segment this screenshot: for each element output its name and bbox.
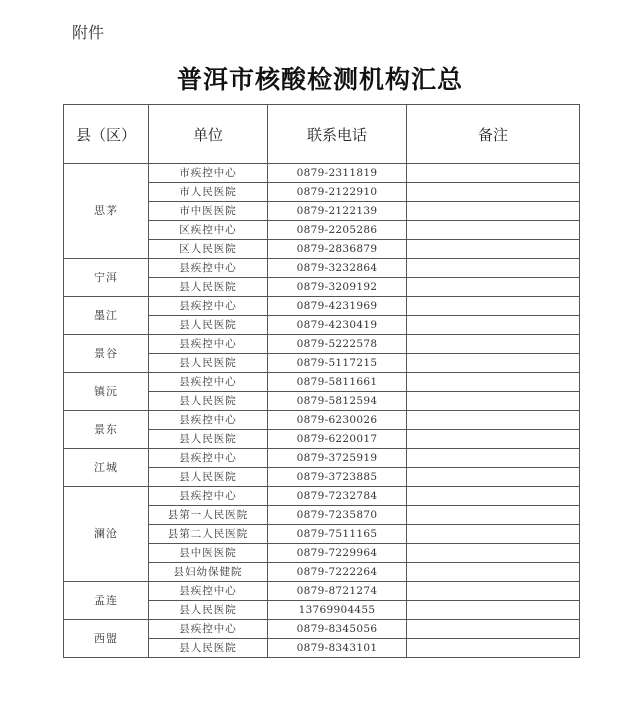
phone-cell: 0879-2122910 (268, 183, 407, 202)
note-cell (407, 411, 580, 430)
unit-cell: 县第二人民医院 (149, 525, 268, 544)
table-row (64, 297, 580, 316)
county-cell: 镇沅 (64, 373, 149, 411)
phone-cell: 0879-8345056 (268, 620, 407, 639)
phone-cell: 0879-8721274 (268, 582, 407, 601)
phone-cell: 0879-5222578 (268, 335, 407, 354)
phone-cell: 0879-4230419 (268, 316, 407, 335)
unit-cell: 县疾控中心 (149, 373, 268, 392)
unit-cell: 区人民医院 (149, 240, 268, 259)
table-row (64, 487, 580, 506)
table-row (64, 620, 580, 639)
document-title: 普洱市核酸检测机构汇总 (176, 65, 463, 94)
county-cell: 西盟 (64, 620, 149, 658)
note-cell (407, 335, 580, 354)
attachment-label: 附件 (72, 23, 105, 42)
note-cell (407, 392, 580, 411)
county-cell: 澜沧 (64, 487, 149, 582)
table-row (64, 449, 580, 468)
note-cell (407, 354, 580, 373)
unit-cell: 区疾控中心 (149, 221, 268, 240)
unit-cell: 县人民医院 (149, 639, 268, 658)
note-cell (407, 601, 580, 620)
header-phone: 联系电话 (268, 105, 407, 164)
phone-cell: 0879-7235870 (268, 506, 407, 525)
note-cell (407, 259, 580, 278)
unit-cell: 县人民医院 (149, 316, 268, 335)
unit-cell: 县疾控中心 (149, 620, 268, 639)
county-cell: 思茅 (64, 164, 149, 259)
unit-cell: 县疾控中心 (149, 449, 268, 468)
phone-cell: 0879-5812594 (268, 392, 407, 411)
table-row (64, 411, 580, 430)
unit-cell: 市人民医院 (149, 183, 268, 202)
unit-cell: 县中医医院 (149, 544, 268, 563)
note-cell (407, 525, 580, 544)
note-cell (407, 373, 580, 392)
county-cell: 江城 (64, 449, 149, 487)
county-cell: 孟连 (64, 582, 149, 620)
phone-cell: 0879-2311819 (268, 164, 407, 183)
note-cell (407, 164, 580, 183)
phone-cell: 0879-8343101 (268, 639, 407, 658)
unit-cell: 县人民医院 (149, 278, 268, 297)
note-cell (407, 563, 580, 582)
phone-cell: 0879-3723885 (268, 468, 407, 487)
note-cell (407, 202, 580, 221)
note-cell (407, 183, 580, 202)
header-unit: 单位 (149, 105, 268, 164)
unit-cell: 县人民医院 (149, 430, 268, 449)
county-cell: 宁洱 (64, 259, 149, 297)
unit-cell: 县妇幼保健院 (149, 563, 268, 582)
unit-cell: 市中医医院 (149, 202, 268, 221)
phone-cell: 0879-4231969 (268, 297, 407, 316)
note-cell (407, 316, 580, 335)
unit-cell: 县疾控中心 (149, 582, 268, 601)
phone-cell: 0879-6230026 (268, 411, 407, 430)
note-cell (407, 297, 580, 316)
phone-cell: 0879-7222264 (268, 563, 407, 582)
note-cell (407, 221, 580, 240)
phone-cell: 0879-5811661 (268, 373, 407, 392)
header-note: 备注 (407, 105, 580, 164)
unit-cell: 市疾控中心 (149, 164, 268, 183)
phone-cell: 0879-3209192 (268, 278, 407, 297)
county-cell: 墨江 (64, 297, 149, 335)
unit-cell: 县人民医院 (149, 392, 268, 411)
phone-cell: 0879-2836879 (268, 240, 407, 259)
unit-cell: 县人民医院 (149, 601, 268, 620)
phone-cell: 0879-2205286 (268, 221, 407, 240)
phone-cell: 13769904455 (268, 601, 407, 620)
unit-cell: 县第一人民医院 (149, 506, 268, 525)
unit-cell: 县人民医院 (149, 468, 268, 487)
unit-cell: 县疾控中心 (149, 259, 268, 278)
unit-cell: 县疾控中心 (149, 297, 268, 316)
unit-cell: 县疾控中心 (149, 335, 268, 354)
county-cell: 景东 (64, 411, 149, 449)
note-cell (407, 506, 580, 525)
phone-cell: 0879-2122139 (268, 202, 407, 221)
note-cell (407, 278, 580, 297)
note-cell (407, 468, 580, 487)
table-header (64, 105, 580, 164)
phone-cell: 0879-7229964 (268, 544, 407, 563)
phone-cell: 0879-7232784 (268, 487, 407, 506)
unit-cell: 县疾控中心 (149, 487, 268, 506)
table-body (64, 164, 580, 658)
table-row (64, 259, 580, 278)
note-cell (407, 582, 580, 601)
unit-cell: 县疾控中心 (149, 411, 268, 430)
phone-cell: 0879-7511165 (268, 525, 407, 544)
note-cell (407, 449, 580, 468)
table-row (64, 582, 580, 601)
testing-institutions-table (63, 104, 580, 658)
phone-cell: 0879-6220017 (268, 430, 407, 449)
header-row (64, 105, 580, 164)
table-row (64, 335, 580, 354)
table-row (64, 373, 580, 392)
note-cell (407, 430, 580, 449)
table-row (64, 164, 580, 183)
phone-cell: 0879-5117215 (268, 354, 407, 373)
header-county: 县（区） (64, 105, 149, 164)
phone-cell: 0879-3725919 (268, 449, 407, 468)
unit-cell: 县人民医院 (149, 354, 268, 373)
note-cell (407, 639, 580, 658)
note-cell (407, 620, 580, 639)
note-cell (407, 487, 580, 506)
county-cell: 景谷 (64, 335, 149, 373)
note-cell (407, 240, 580, 259)
note-cell (407, 544, 580, 563)
phone-cell: 0879-3232864 (268, 259, 407, 278)
